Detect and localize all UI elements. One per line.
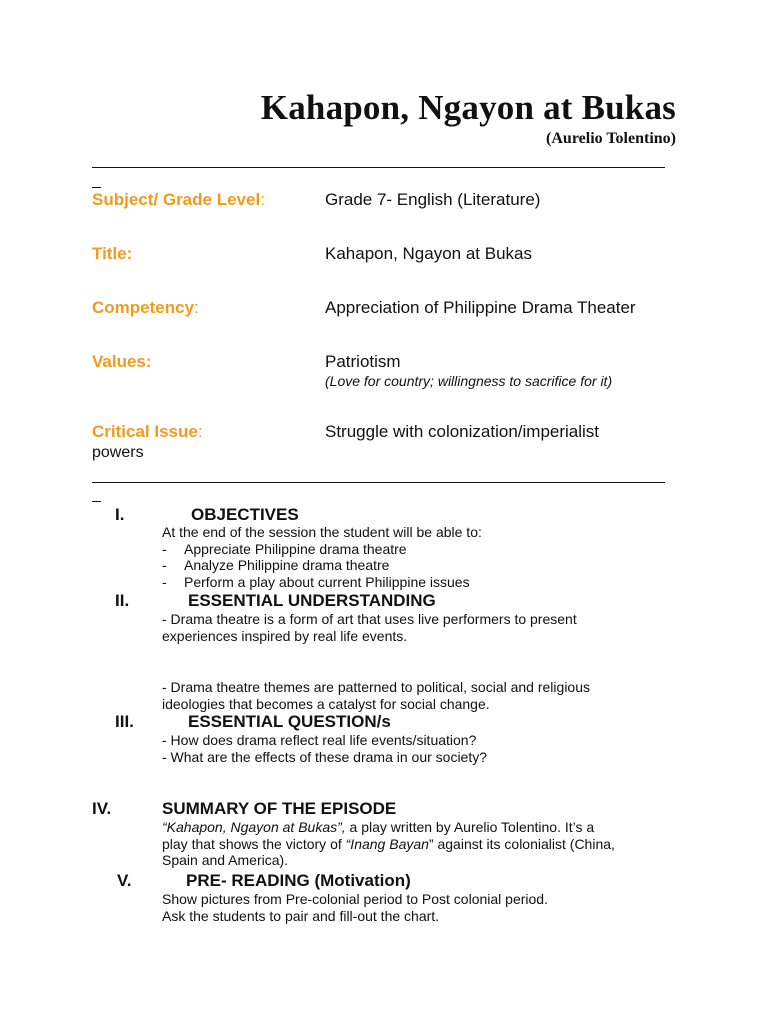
title-value: Kahapon, Ngayon at Bukas bbox=[325, 244, 532, 263]
question-list bbox=[162, 732, 487, 765]
subject-label-text: Subject/ Grade Level bbox=[92, 190, 261, 209]
prereading-body bbox=[162, 891, 548, 924]
section-heading-prereading: PRE- READING (Motivation) bbox=[186, 871, 411, 890]
objective-bullet: - bbox=[162, 557, 167, 573]
understanding-p2-line1: - Drama theatre themes are patterned to political, social and religious bbox=[162, 679, 590, 695]
understanding-p2-line2: ideologies that becomes a catalyst for social change. bbox=[162, 695, 490, 712]
objective-text: Analyze Philippine drama theatre bbox=[184, 557, 390, 573]
summary-body bbox=[162, 819, 674, 869]
title-label: Title: bbox=[92, 244, 133, 263]
summary-line-3: Spain and America). bbox=[162, 852, 289, 868]
section-number-understanding: II. bbox=[115, 591, 130, 610]
objective-text: Appreciate Philippine drama theatre bbox=[184, 540, 407, 557]
values-note: (Love for country; willingness to sacrifice for it) bbox=[325, 373, 613, 389]
objective-item bbox=[162, 541, 482, 558]
question-item: - What are the effects of these drama in our society? bbox=[162, 748, 488, 765]
section-number-objectives: I. bbox=[115, 505, 125, 524]
section-heading-summary: SUMMARY OF THE EPISODE bbox=[162, 799, 397, 818]
summary-line-2 bbox=[162, 836, 674, 853]
author-name: (Aurelio Tolentino) bbox=[546, 130, 676, 147]
section-number-prereading: V. bbox=[117, 871, 132, 890]
summary-line-1 bbox=[162, 819, 674, 836]
objective-bullet: - bbox=[162, 540, 167, 557]
competency-label-text: Competency bbox=[92, 298, 195, 317]
subject-label bbox=[92, 190, 265, 210]
prereading-line-2: Ask the students to pair and fill-out the chart. bbox=[162, 907, 440, 924]
competency-colon: : bbox=[194, 298, 199, 317]
competency-value: Appreciation of Philippine Drama Theater bbox=[325, 298, 636, 317]
objectives-intro: At the end of the session the student will be able to: bbox=[162, 524, 482, 540]
summary-inang-bayan: “Inang Bayan bbox=[345, 835, 429, 852]
divider-bottom bbox=[92, 482, 665, 483]
summary-line2-rest: ” against its colonialist (China, bbox=[428, 835, 615, 852]
competency-label bbox=[92, 298, 199, 318]
values-label: Values: bbox=[92, 352, 152, 371]
objectives-body bbox=[162, 524, 482, 590]
section-number-question: III. bbox=[115, 712, 134, 731]
section-number-summary: IV. bbox=[92, 799, 112, 818]
values-value: Patriotism bbox=[325, 352, 401, 371]
question-item: - How does drama reflect real life events/situation? bbox=[162, 732, 477, 748]
summary-play-title: “Kahapon, Ngayon at Bukas”, bbox=[162, 819, 346, 835]
critical-issue-value: Struggle with colonization/imperialist bbox=[325, 422, 600, 441]
understanding-p1-line2: experiences inspired by real life events. bbox=[162, 627, 408, 644]
critical-issue-label-text: Critical Issue bbox=[92, 422, 198, 441]
subject-value: Grade 7- English (Literature) bbox=[325, 190, 541, 209]
prereading-line-1: Show pictures from Pre-colonial period to Post colonial period. bbox=[162, 891, 548, 907]
section-heading-understanding: ESSENTIAL UNDERSTANDING bbox=[188, 591, 436, 610]
objective-item bbox=[162, 557, 482, 574]
divider-top bbox=[92, 167, 665, 168]
subject-colon: : bbox=[260, 190, 265, 209]
section-heading-question: ESSENTIAL QUESTION/s bbox=[188, 712, 391, 731]
summary-line2-pre: play that shows the victory of bbox=[162, 835, 346, 852]
understanding-paragraph-1 bbox=[162, 611, 577, 644]
section-heading-objectives: OBJECTIVES bbox=[191, 505, 299, 524]
critical-issue-colon: : bbox=[197, 422, 203, 441]
understanding-p1-line1: - Drama theatre is a form of art that uses live performers to present bbox=[162, 611, 577, 627]
objective-text: Perform a play about current Philippine issues bbox=[184, 573, 470, 590]
summary-line1-rest: a play written by Aurelio Tolentino. It’s a bbox=[345, 819, 595, 835]
objective-item bbox=[162, 574, 482, 591]
critical-issue-label bbox=[92, 422, 203, 442]
critical-issue-value-cont: powers bbox=[92, 444, 144, 461]
document-title: Kahapon, Ngayon at Bukas bbox=[260, 88, 676, 127]
objective-bullet: - bbox=[162, 573, 167, 590]
understanding-paragraph-2 bbox=[162, 679, 590, 712]
divider-top-tail bbox=[92, 187, 101, 188]
divider-bottom-tail bbox=[92, 501, 101, 502]
